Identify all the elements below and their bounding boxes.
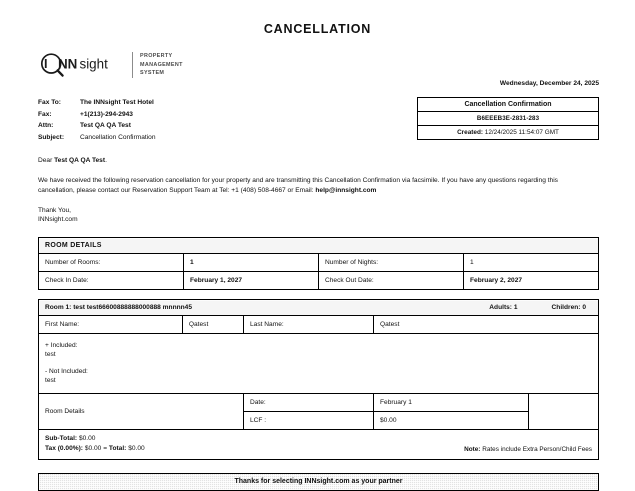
logo-tagline-line3: SYSTEM <box>140 70 165 77</box>
rates-note-value: Rates include Extra Person/Child Fees <box>482 446 592 454</box>
subtotal-label: Sub-Total: <box>45 435 78 443</box>
page-title: CANCELLATION <box>263 22 372 36</box>
document-date: Wednesday, December 24, 2025 <box>499 80 599 87</box>
first-name-label: First Name: <box>39 316 183 334</box>
letter-body <box>38 156 595 225</box>
check-in-date-value: February 1, 2027 <box>184 272 319 290</box>
totals-row <box>39 430 599 460</box>
check-in-date-label: Check In Date: <box>39 272 184 290</box>
fax-info-block <box>38 97 156 143</box>
confirmation-created-label: Created: <box>457 129 483 136</box>
tax-total-line <box>45 444 145 454</box>
fax-to-value: The INNsight Test Hotel <box>80 99 154 106</box>
room-details-rate-row-1 <box>39 394 599 412</box>
letter-signoff <box>38 206 595 225</box>
rates-note-label: Note: <box>464 446 481 454</box>
subtotal-value: $0.00 <box>78 435 96 443</box>
totals-cell <box>39 430 599 460</box>
tax-value: $0.00 <box>84 445 102 453</box>
rate-date-value: February 1 <box>374 394 529 412</box>
salutation-suffix: . <box>105 157 107 165</box>
number-of-rooms-value: 1 <box>184 254 319 272</box>
fax-subject-row <box>38 132 156 144</box>
confirmation-created-value: 12/24/2025 11:54:07 GMT <box>484 129 559 136</box>
total-value: $0.00 <box>128 445 145 453</box>
number-of-nights-value: 1 <box>464 254 599 272</box>
room-details-table <box>38 237 599 290</box>
room-header-content <box>45 303 592 312</box>
fax-and-confirmation-row <box>38 97 599 143</box>
equals-sign: = <box>103 445 108 453</box>
inclusions-row <box>39 334 599 394</box>
guest-name-row <box>39 316 599 334</box>
table-spacer <box>0 290 635 299</box>
total-label: Total: <box>108 445 127 453</box>
adults-info <box>489 303 517 312</box>
children-label: Children: <box>551 304 581 312</box>
last-name-label: Last Name: <box>244 316 374 334</box>
fax-to-row <box>38 97 156 109</box>
check-out-date-label: Check Out Date: <box>319 272 464 290</box>
signoff-line2: INNsight.com <box>38 216 78 224</box>
adults-label: Adults: <box>489 304 513 312</box>
support-email: help@innsight.com <box>315 187 377 195</box>
svg-text:NN: NN <box>58 56 78 72</box>
tax-label: Tax (0.00%): <box>45 445 83 453</box>
innsight-logo-mark <box>38 52 126 78</box>
rate-date-label: Date: <box>244 394 374 412</box>
fax-attn-value: Test QA QA Test <box>80 122 131 130</box>
logo-tagline-line1: PROPERTY <box>140 53 173 60</box>
confirmation-title: Cancellation Confirmation <box>418 98 598 112</box>
confirmation-created <box>418 126 598 139</box>
fax-to-label: Fax To: <box>38 99 61 106</box>
inclusions-cell <box>39 334 599 394</box>
number-of-rooms-label: Number of Rooms: <box>39 254 184 272</box>
first-name-value: Qatest <box>182 316 243 334</box>
last-name-value: Qatest <box>374 316 599 334</box>
room-number-label: Room 1: <box>45 304 72 312</box>
fax-number-value: +1(213)-294-2943 <box>80 110 133 118</box>
children-value: 0 <box>582 304 586 312</box>
lcf-label: LCF : <box>244 412 374 430</box>
room-header-cell <box>39 300 599 316</box>
room-details-label: Room Details <box>39 394 244 430</box>
children-info <box>552 303 586 312</box>
room-occupancy <box>489 303 592 312</box>
room-1-table <box>38 299 599 460</box>
fax-subject-label: Subject: <box>38 133 65 141</box>
svg-text:sight: sight <box>79 56 108 72</box>
confirmation-code: B6EEEB3E-2831-283 <box>418 112 598 126</box>
fax-subject-value: Cancellation Confirmation <box>80 133 156 141</box>
subtotal-line <box>45 434 145 444</box>
table-row <box>39 254 599 272</box>
not-included-value: test <box>45 377 56 385</box>
lcf-value: $0.00 <box>374 412 529 430</box>
fax-number-row <box>38 109 156 121</box>
table-row <box>39 272 599 290</box>
room-header-left <box>45 303 192 312</box>
letter-paragraph-text: We have received the following reservation cancellation for your property and are transmitting this Cancellation Confirmation via facsimile. If you have any questions regarding this cancellation, please contact our Reservation Support Team at Tel: +1 (408) 508-4667 or Email: <box>38 176 558 195</box>
totals-left <box>45 434 145 454</box>
rates-note <box>464 445 592 454</box>
room-header-row <box>39 300 599 316</box>
logo-tagline <box>132 52 183 78</box>
check-out-date-value: February 2, 2027 <box>464 272 599 290</box>
number-of-nights-label: Number of Nights: <box>319 254 464 272</box>
salutation-name: Test QA QA Test <box>54 157 106 165</box>
fax-number-label: Fax: <box>38 110 52 118</box>
header-row <box>38 52 599 87</box>
not-included-label: - Not Included: <box>45 368 88 376</box>
letter-salutation <box>38 156 595 167</box>
letter-paragraph <box>38 176 595 197</box>
totals-content <box>45 434 592 454</box>
brand-logo <box>38 52 183 78</box>
adults-value: 1 <box>513 304 518 312</box>
included-group <box>45 341 592 359</box>
room-name-value: test test66600888888000888 mnnnn45 <box>73 304 192 312</box>
included-label: + Included: <box>45 342 78 350</box>
fax-attn-row <box>38 120 156 132</box>
confirmation-box <box>417 97 599 140</box>
fax-attn-label: Attn: <box>38 122 54 130</box>
room-details-header-row <box>39 238 599 254</box>
footer-banner: Thanks for selecting INNsight.com as your partner <box>38 473 599 491</box>
not-included-group <box>45 367 592 385</box>
svg-text:I: I <box>44 57 48 72</box>
room-details-section-title: ROOM DETAILS <box>39 238 599 254</box>
logo-tagline-line2: MANAGEMENT <box>140 61 183 68</box>
salutation-prefix: Dear <box>38 157 55 165</box>
included-value: test <box>45 351 56 359</box>
rate-blank-cell <box>529 394 599 430</box>
signoff-line1: Thank You, <box>38 206 71 214</box>
